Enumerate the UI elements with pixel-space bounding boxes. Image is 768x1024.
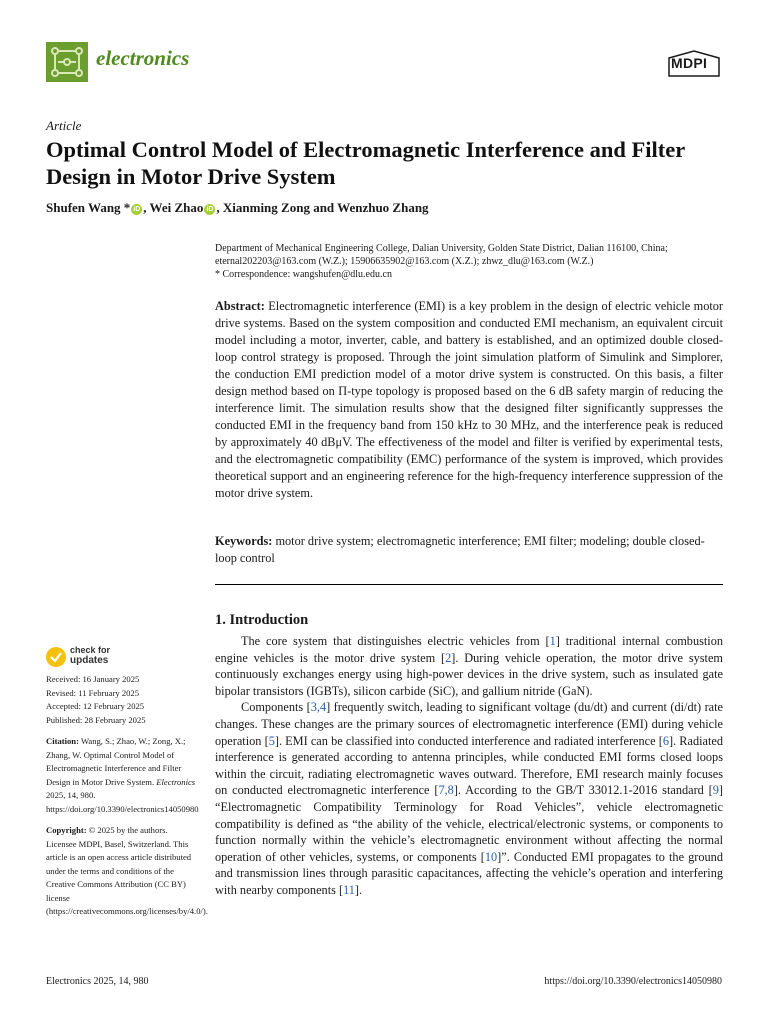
- accepted-date: Accepted: 12 February 2025: [46, 701, 145, 711]
- citation-text: Wang, S.; Zhao, W.; Zong, X.; Zhang, W. Optimal Control Model of Electromagnetic Interference and Filter Design in Motor Drive System.: [46, 736, 186, 787]
- orcid-icon[interactable]: iD: [133, 206, 141, 213]
- published-date: Published: 28 February 2025: [46, 714, 146, 725]
- citation-link[interactable]: 7,8: [438, 783, 454, 798]
- text-run: ].: [354, 882, 363, 897]
- text-run: ]. During vehicle operation, the motor drive system continuously exchanges energy using high-power devices in the drive system, such as insulated gate bipolar transistors (IGBTs), silicon carbide (SiC), and gallium nitride (GaN).: [215, 650, 723, 698]
- publisher-name: MDPI: [671, 55, 708, 71]
- text-run: ]. According to the GB/T 33012.1-2016 standard [: [453, 783, 713, 798]
- journal-name[interactable]: electronics: [96, 46, 190, 70]
- dates: [46, 673, 198, 727]
- keywords-label: Keywords:: [215, 534, 273, 548]
- text-run: ] frequently switch, leading to significant voltage (du/dt) and current (di/dt) rate changes. These changes are the primary sources of electromagnetic interference (EMI) during vehicle operation [: [215, 700, 723, 748]
- revised-date: Revised: 11 February 2025: [46, 687, 140, 698]
- citation-link[interactable]: 5: [268, 733, 275, 748]
- affiliation-line: Department of Mechanical Engineering College, Dalian University, Golden State District, Dalian 116100, China;: [215, 243, 668, 254]
- affiliation: [215, 242, 725, 282]
- author-list: [46, 200, 429, 216]
- text-run: ] “Electromagnetic Compatibility Terminology for Road Vehicles”, vehicle electromagnetic compatibility is defined as “the ability of the vehicle, electrical/electronic systems, or components to function normally within the vehicle’s electromagnetic environment without affecting the normal operation of other vehicles, systems, or components [: [215, 783, 723, 864]
- abstract-text: Electromagnetic interference (EMI) is a key problem in the design of electric vehicle motor drive systems. Based on the system composition and conducted EMI mechanism, an equivalent circuit model including a motor, inverter, cable, and battery is established, and an optimized double closed-loop control strategy is proposed. Through the joint simulation platform of Simulink and Simplorer, the conduction EMI prediction model of a motor drive system is constructed. On this basis, a filter design method based on Π-type topology is proposed based on the 6 dB safety margin of reducing the interference limit. The simulation results show that the designed filter significantly suppresses the conducted EMI in the frequency band from 150 kHz to 30 MHz, and the interference peak is reduced by approximately 40 dBμV. The effectiveness of the model and filter is verified by experimental tests, and the electromagnetic compatibility (EMC) performance of the system is improved, which provides theoretical support and an engineering reference for the high-frequency interference suppression of the motor drive system.: [215, 299, 724, 500]
- section-heading: 1. Introduction: [215, 612, 309, 628]
- citation-journal: Electronics: [156, 776, 196, 787]
- copyright-block: [46, 824, 208, 919]
- text-run: ]”. Conducted EMI propagates to the ground and transmission lines through parasitic capacitances, affecting the vehicle’s operation and interfering with nearby components [: [215, 849, 723, 897]
- journal-logo-icon: [46, 42, 88, 82]
- citation-label: Citation:: [46, 736, 79, 746]
- received-date: Received: 16 January 2025: [46, 674, 140, 684]
- text-run: Components [: [241, 700, 311, 715]
- correspondence[interactable]: * Correspondence: wangshufen@dlu.edu.cn: [215, 269, 392, 281]
- abstract-label: Abstract:: [215, 299, 265, 313]
- text-run: ]. Radiated interference is generated according to antenna principles, while conducted EMI forms closed loops within the circuit, radiating electromagnetic waves outward. Therefore, EMI research mainly focuses on conducted electromagnetic interference [: [215, 733, 724, 798]
- check-updates-label: check for: [70, 645, 111, 655]
- text-run: The core system that distinguishes electric vehicles from [: [241, 634, 550, 648]
- citation-link[interactable]: 9: [712, 783, 719, 798]
- citation-link[interactable]: 11: [343, 882, 355, 897]
- citation-link[interactable]: 10: [484, 849, 498, 864]
- keywords-text: motor drive system; electromagnetic interference; EMI filter; modeling; double closed-loop control: [215, 534, 705, 565]
- affiliation-emails[interactable]: eternal202203@163.com (W.Z.); 15906635902@163.com (X.Z.); zhwz_dlu@163.com (W.Z.): [215, 256, 594, 268]
- copyright-text: © 2025 by the authors. Licensee MDPI, Basel, Switzerland. This article is an open access article distributed under the terms and conditions of the Creative Commons Attribution (CC BY) license (https://creativecommons.org/licenses/by/4.0/).: [46, 825, 208, 916]
- orcid-icon[interactable]: iD: [206, 206, 214, 213]
- citation-block: [46, 735, 198, 816]
- copyright-label: Copyright:: [46, 825, 87, 835]
- citation-doi[interactable]: 2025, 14, 980. https://doi.org/10.3390/electronics14050980: [46, 790, 199, 814]
- body-text: [215, 633, 723, 899]
- page-title: Optimal Control Model of Electromagnetic Interference and Filter Design in Motor Drive System: [46, 137, 685, 189]
- paragraph: [215, 633, 723, 699]
- keywords: [215, 533, 723, 567]
- citation-link[interactable]: 6: [662, 733, 669, 748]
- footer-journal-ref: Electronics 2025, 14, 980: [46, 976, 149, 987]
- author-1[interactable]: Shufen Wang *: [46, 200, 131, 215]
- check-updates-label: updates: [70, 655, 109, 666]
- sidebar: [46, 673, 208, 919]
- text-run: ] traditional internal combustion engine vehicles is the motor drive system [: [215, 634, 724, 665]
- author-2[interactable]: , Wei Zhao: [143, 200, 204, 215]
- abstract: [215, 298, 723, 502]
- citation-link[interactable]: 1: [549, 634, 556, 648]
- author-3[interactable]: , Xianming Zong and Wenzhuo Zhang: [216, 200, 429, 215]
- article-type: Article: [46, 118, 82, 133]
- check-updates-icon: [46, 647, 66, 667]
- citation-link[interactable]: 3,4: [310, 700, 327, 715]
- paragraph: [215, 699, 723, 898]
- text-run: ]. EMI can be classified into conducted interference and radiated interference [: [274, 733, 663, 748]
- citation-link[interactable]: 2: [445, 650, 452, 665]
- divider: [215, 584, 723, 585]
- footer-doi-link[interactable]: https://doi.org/10.3390/electronics14050980: [544, 976, 722, 987]
